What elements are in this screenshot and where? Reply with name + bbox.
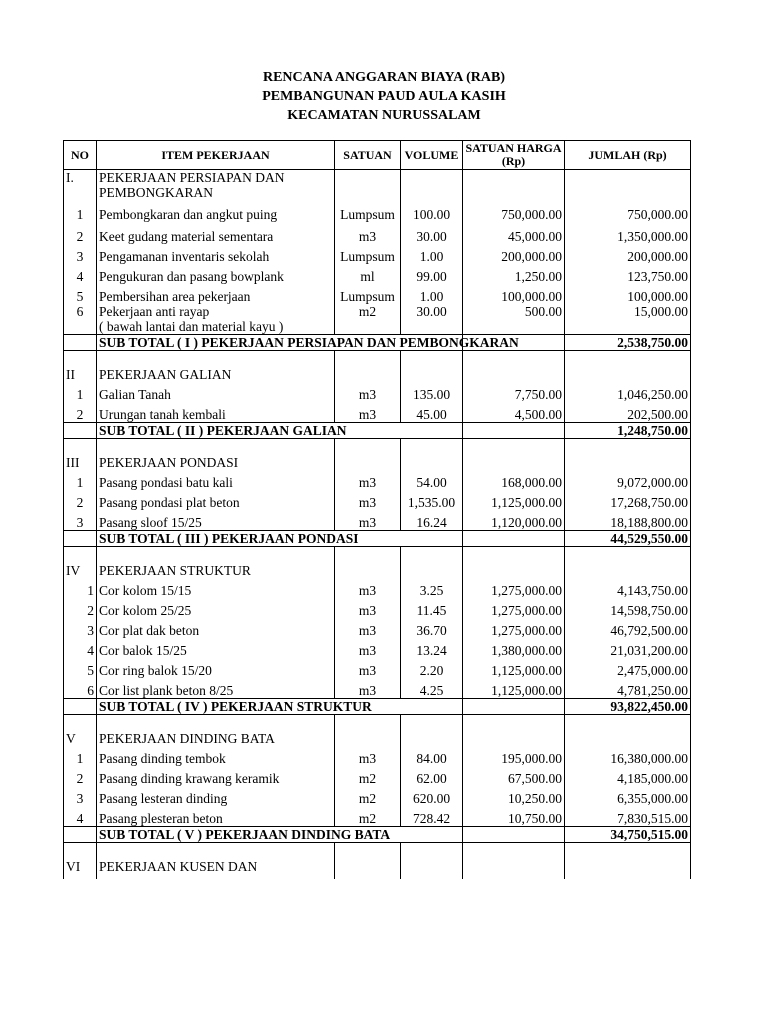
item-name — [97, 618, 335, 638]
empty-cell — [64, 547, 97, 564]
empty-cell — [463, 531, 565, 547]
empty-cell — [565, 731, 691, 746]
col-volume: VOLUME — [401, 141, 463, 170]
volume: 620.00 — [401, 786, 463, 806]
amount: 2,475,000.00 — [565, 658, 691, 678]
unit: m2 — [335, 304, 401, 335]
empty-cell — [401, 843, 463, 860]
unit: m2 — [335, 786, 401, 806]
item-name — [97, 470, 335, 490]
empty-cell — [463, 827, 565, 843]
amount: 202,500.00 — [565, 402, 691, 423]
item-name-text: Galian Tanah — [99, 387, 171, 402]
volume: 16.24 — [401, 510, 463, 531]
item-name-text: Pengukuran dan pasang bowplank — [99, 269, 284, 284]
spacer-row — [64, 351, 691, 368]
unit: m3 — [335, 470, 401, 490]
volume: 728.42 — [401, 806, 463, 827]
amount: 4,781,250.00 — [565, 678, 691, 699]
section-header-row — [64, 170, 691, 201]
spacer-row — [64, 843, 691, 860]
amount: 6,355,000.00 — [565, 786, 691, 806]
spacer-row — [64, 715, 691, 732]
volume: 1,535.00 — [401, 490, 463, 510]
unit-price: 100,000.00 — [463, 284, 565, 304]
amount: 7,830,515.00 — [565, 806, 691, 827]
unit: m3 — [335, 678, 401, 699]
empty-cell — [565, 715, 691, 732]
unit: m3 — [335, 578, 401, 598]
table-row — [64, 264, 691, 284]
unit-price: 168,000.00 — [463, 470, 565, 490]
row-number: 3 — [64, 786, 97, 806]
unit-price: 195,000.00 — [463, 746, 565, 766]
row-number: 2 — [64, 490, 97, 510]
empty-cell — [463, 547, 565, 564]
amount: 1,350,000.00 — [565, 222, 691, 244]
empty-cell — [97, 843, 335, 860]
row-number: 2 — [64, 222, 97, 244]
empty-cell — [64, 699, 97, 715]
table-row — [64, 402, 691, 423]
empty-cell — [64, 843, 97, 860]
row-number: 1 — [64, 470, 97, 490]
volume: 2.20 — [401, 658, 463, 678]
empty-cell — [463, 563, 565, 578]
row-number: 1 — [64, 746, 97, 766]
unit: m3 — [335, 638, 401, 658]
subtotal-label: SUB TOTAL ( I ) PEKERJAAN PERSIAPAN DAN PEMBONGKARAN — [97, 335, 463, 351]
item-name — [97, 766, 335, 786]
empty-cell — [335, 170, 401, 201]
section-header-row — [64, 455, 691, 470]
empty-cell — [565, 367, 691, 382]
empty-cell — [565, 351, 691, 368]
table-row — [64, 766, 691, 786]
subtotal-amount: 1,248,750.00 — [565, 423, 691, 439]
row-number: 3 — [64, 510, 97, 531]
item-name — [97, 200, 335, 222]
item-name-text: Pasang sloof 15/25 — [99, 515, 202, 530]
row-number: 4 — [64, 638, 97, 658]
item-name-text: Urungan tanah kembali — [99, 407, 226, 422]
item-name — [97, 658, 335, 678]
subtotal-label: SUB TOTAL ( IV ) PEKERJAAN STRUKTUR — [97, 699, 463, 715]
empty-cell — [401, 859, 463, 879]
empty-cell — [463, 731, 565, 746]
row-number: 4 — [64, 264, 97, 284]
amount: 123,750.00 — [565, 264, 691, 284]
empty-cell — [463, 843, 565, 860]
empty-cell — [463, 351, 565, 368]
unit: m3 — [335, 222, 401, 244]
item-name — [97, 806, 335, 827]
item-name — [97, 746, 335, 766]
amount: 16,380,000.00 — [565, 746, 691, 766]
amount: 17,268,750.00 — [565, 490, 691, 510]
unit: Lumpsum — [335, 284, 401, 304]
row-number: 2 — [64, 598, 97, 618]
empty-cell — [565, 859, 691, 879]
subtotal-label: SUB TOTAL ( II ) PEKERJAAN GALIAN — [97, 423, 463, 439]
item-name-text: Pekerjaan anti rayap — [99, 304, 210, 319]
volume: 4.25 — [401, 678, 463, 699]
empty-cell — [335, 455, 401, 470]
amount: 15,000.00 — [565, 304, 691, 335]
volume: 45.00 — [401, 402, 463, 423]
empty-cell — [463, 699, 565, 715]
amount: 100,000.00 — [565, 284, 691, 304]
table-header — [64, 141, 691, 170]
section-header-row — [64, 859, 691, 879]
empty-cell — [463, 170, 565, 201]
subtotal-row — [64, 423, 691, 439]
amount: 1,046,250.00 — [565, 382, 691, 402]
table-row — [64, 786, 691, 806]
item-name — [97, 284, 335, 304]
empty-cell — [335, 547, 401, 564]
empty-cell — [401, 547, 463, 564]
unit-price: 45,000.00 — [463, 222, 565, 244]
table-row — [64, 284, 691, 304]
volume: 135.00 — [401, 382, 463, 402]
volume: 36.70 — [401, 618, 463, 638]
row-number: 1 — [64, 200, 97, 222]
empty-cell — [64, 351, 97, 368]
item-name-text: Pasang pondasi batu kali — [99, 475, 233, 490]
item-name — [97, 222, 335, 244]
subtotal-amount: 34,750,515.00 — [565, 827, 691, 843]
table-row — [64, 578, 691, 598]
item-name — [97, 402, 335, 423]
row-number: 6 — [64, 678, 97, 699]
section-title: PEKERJAAN STRUKTUR — [97, 563, 335, 578]
col-item: ITEM PEKERJAAN — [97, 141, 335, 170]
unit: m3 — [335, 598, 401, 618]
unit: m3 — [335, 618, 401, 638]
item-name — [97, 598, 335, 618]
volume: 84.00 — [401, 746, 463, 766]
empty-cell — [463, 715, 565, 732]
empty-cell — [401, 351, 463, 368]
table-row — [64, 490, 691, 510]
item-name-text: Cor plat dak beton — [99, 623, 200, 638]
empty-cell — [401, 455, 463, 470]
rab-table — [63, 140, 691, 879]
empty-cell — [565, 455, 691, 470]
empty-cell — [565, 547, 691, 564]
unit-price: 67,500.00 — [463, 766, 565, 786]
empty-cell — [401, 439, 463, 456]
row-number: 5 — [64, 658, 97, 678]
unit: m3 — [335, 490, 401, 510]
table-row — [64, 746, 691, 766]
row-number: 1 — [64, 382, 97, 402]
amount: 18,188,800.00 — [565, 510, 691, 531]
empty-cell — [97, 715, 335, 732]
table-row — [64, 470, 691, 490]
table-row — [64, 382, 691, 402]
section-number: I. — [64, 170, 97, 201]
item-name-text: Cor list plank beton 8/25 — [99, 683, 234, 698]
item-name-text: Cor ring balok 15/20 — [99, 663, 212, 678]
empty-cell — [335, 439, 401, 456]
col-no: NO — [64, 141, 97, 170]
item-name-text: Pasang plesteran beton — [99, 811, 223, 826]
section-title: PEKERJAAN KUSEN DAN — [97, 859, 335, 879]
subtotal-row — [64, 827, 691, 843]
empty-cell — [64, 531, 97, 547]
row-number: 3 — [64, 244, 97, 264]
unit-price: 7,750.00 — [463, 382, 565, 402]
volume: 100.00 — [401, 200, 463, 222]
table-row — [64, 638, 691, 658]
empty-cell — [463, 423, 565, 439]
empty-cell — [401, 731, 463, 746]
unit-price: 500.00 — [463, 304, 565, 335]
empty-cell — [335, 731, 401, 746]
unit-price: 1,120,000.00 — [463, 510, 565, 531]
empty-cell — [64, 827, 97, 843]
section-header-row — [64, 367, 691, 382]
subtotal-amount: 44,529,550.00 — [565, 531, 691, 547]
volume: 30.00 — [401, 304, 463, 335]
item-name — [97, 786, 335, 806]
unit-price: 10,250.00 — [463, 786, 565, 806]
item-name — [97, 490, 335, 510]
item-name — [97, 578, 335, 598]
volume: 11.45 — [401, 598, 463, 618]
unit: m3 — [335, 658, 401, 678]
empty-cell — [64, 439, 97, 456]
empty-cell — [335, 715, 401, 732]
item-name-text: Cor balok 15/25 — [99, 643, 187, 658]
amount: 46,792,500.00 — [565, 618, 691, 638]
amount: 9,072,000.00 — [565, 470, 691, 490]
table-row — [64, 618, 691, 638]
empty-cell — [565, 170, 691, 201]
unit: m3 — [335, 402, 401, 423]
empty-cell — [565, 563, 691, 578]
doc-subtitle: PEMBANGUNAN PAUD AULA KASIH — [262, 89, 506, 104]
item-name-text: Pasang dinding krawang keramik — [99, 771, 280, 786]
subtotal-row — [64, 699, 691, 715]
unit-price: 1,380,000.00 — [463, 638, 565, 658]
row-number: 2 — [64, 402, 97, 423]
item-name-text: Cor kolom 15/15 — [99, 583, 192, 598]
table-row — [64, 510, 691, 531]
unit: Lumpsum — [335, 200, 401, 222]
table-row — [64, 658, 691, 678]
table-row — [64, 244, 691, 264]
doc-location: KECAMATAN NURUSSALAM — [287, 108, 481, 123]
section-number: III — [64, 455, 97, 470]
item-name-text: Pasang dinding tembok — [99, 751, 226, 766]
item-name — [97, 638, 335, 658]
empty-cell — [401, 367, 463, 382]
volume: 13.24 — [401, 638, 463, 658]
empty-cell — [463, 367, 565, 382]
item-name — [97, 678, 335, 699]
item-name — [97, 264, 335, 284]
amount: 750,000.00 — [565, 200, 691, 222]
unit: m2 — [335, 766, 401, 786]
section-header-row — [64, 563, 691, 578]
row-number: 5 — [64, 284, 97, 304]
section-number: IV — [64, 563, 97, 578]
amount: 14,598,750.00 — [565, 598, 691, 618]
item-name — [97, 244, 335, 264]
amount: 4,143,750.00 — [565, 578, 691, 598]
empty-cell — [565, 843, 691, 860]
spacer-row — [64, 547, 691, 564]
item-name — [97, 304, 335, 335]
item-name — [97, 510, 335, 531]
subtotal-row — [64, 531, 691, 547]
amount: 21,031,200.00 — [565, 638, 691, 658]
spacer-row — [64, 439, 691, 456]
table-row — [64, 678, 691, 699]
amount: 200,000.00 — [565, 244, 691, 264]
volume: 62.00 — [401, 766, 463, 786]
table-row — [64, 806, 691, 827]
empty-cell — [335, 351, 401, 368]
empty-cell — [463, 859, 565, 879]
unit-price: 1,125,000.00 — [463, 490, 565, 510]
empty-cell — [335, 843, 401, 860]
unit: m3 — [335, 746, 401, 766]
volume: 1.00 — [401, 244, 463, 264]
volume: 1.00 — [401, 284, 463, 304]
empty-cell — [335, 367, 401, 382]
unit: m2 — [335, 806, 401, 827]
item-name-text: Pengamanan inventaris sekolah — [99, 249, 270, 264]
row-number: 4 — [64, 806, 97, 827]
volume: 30.00 — [401, 222, 463, 244]
table-row — [64, 304, 691, 335]
section-title: PEKERJAAN PERSIAPAN DAN PEMBONGKARAN — [97, 170, 335, 201]
table-row — [64, 598, 691, 618]
subtotal-row — [64, 335, 691, 351]
empty-cell — [97, 351, 335, 368]
empty-cell — [401, 563, 463, 578]
section-number: VI — [64, 859, 97, 879]
empty-cell — [565, 439, 691, 456]
section-title: PEKERJAAN GALIAN — [97, 367, 335, 382]
empty-cell — [64, 423, 97, 439]
section-number: II — [64, 367, 97, 382]
empty-cell — [64, 335, 97, 351]
amount: 4,185,000.00 — [565, 766, 691, 786]
unit-price: 750,000.00 — [463, 200, 565, 222]
section-title: PEKERJAAN DINDING BATA — [97, 731, 335, 746]
item-name — [97, 382, 335, 402]
empty-cell — [463, 455, 565, 470]
subtotal-amount: 2,538,750.00 — [565, 335, 691, 351]
item-name-text: Pasang pondasi plat beton — [99, 495, 240, 510]
section-title: PEKERJAAN PONDASI — [97, 455, 335, 470]
unit: ml — [335, 264, 401, 284]
item-name-text: Pembersihan area pekerjaan — [99, 289, 251, 304]
item-name-text: Pembongkaran dan angkut puing — [99, 207, 278, 222]
empty-cell — [401, 715, 463, 732]
unit-price: 1,125,000.00 — [463, 678, 565, 699]
unit-price: 200,000.00 — [463, 244, 565, 264]
unit: Lumpsum — [335, 244, 401, 264]
subtotal-label: SUB TOTAL ( V ) PEKERJAAN DINDING BATA — [97, 827, 463, 843]
empty-cell — [335, 859, 401, 879]
empty-cell — [97, 439, 335, 456]
empty-cell — [335, 563, 401, 578]
subtotal-label: SUB TOTAL ( III ) PEKERJAAN PONDASI — [97, 531, 463, 547]
item-name-text: Cor kolom 25/25 — [99, 603, 192, 618]
unit-price: 10,750.00 — [463, 806, 565, 827]
table-row — [64, 222, 691, 244]
doc-title: RENCANA ANGGARAN BIAYA (RAB) — [262, 70, 506, 85]
section-number: V — [64, 731, 97, 746]
row-number: 6 — [64, 304, 97, 335]
item-name-text: Pasang lesteran dinding — [99, 791, 228, 806]
empty-cell — [401, 170, 463, 201]
volume: 3.25 — [401, 578, 463, 598]
row-number: 3 — [64, 618, 97, 638]
col-satuan: SATUAN — [335, 141, 401, 170]
unit-price: 1,275,000.00 — [463, 578, 565, 598]
unit-price: 1,250.00 — [463, 264, 565, 284]
item-name-note: ( bawah lantai dan material kayu ) — [99, 319, 284, 334]
volume: 99.00 — [401, 264, 463, 284]
col-harga: SATUAN HARGA (Rp) — [463, 141, 565, 170]
item-name-text: Keet gudang material sementara — [99, 229, 274, 244]
unit: m3 — [335, 382, 401, 402]
section-header-row — [64, 731, 691, 746]
empty-cell — [97, 547, 335, 564]
subtotal-amount: 93,822,450.00 — [565, 699, 691, 715]
row-number: 1 — [64, 578, 97, 598]
unit: m3 — [335, 510, 401, 531]
row-number: 2 — [64, 766, 97, 786]
volume: 54.00 — [401, 470, 463, 490]
unit-price: 1,275,000.00 — [463, 618, 565, 638]
empty-cell — [463, 439, 565, 456]
unit-price: 1,125,000.00 — [463, 658, 565, 678]
unit-price: 1,275,000.00 — [463, 598, 565, 618]
table-row — [64, 200, 691, 222]
empty-cell — [64, 715, 97, 732]
unit-price: 4,500.00 — [463, 402, 565, 423]
col-jumlah: JUMLAH (Rp) — [565, 141, 691, 170]
